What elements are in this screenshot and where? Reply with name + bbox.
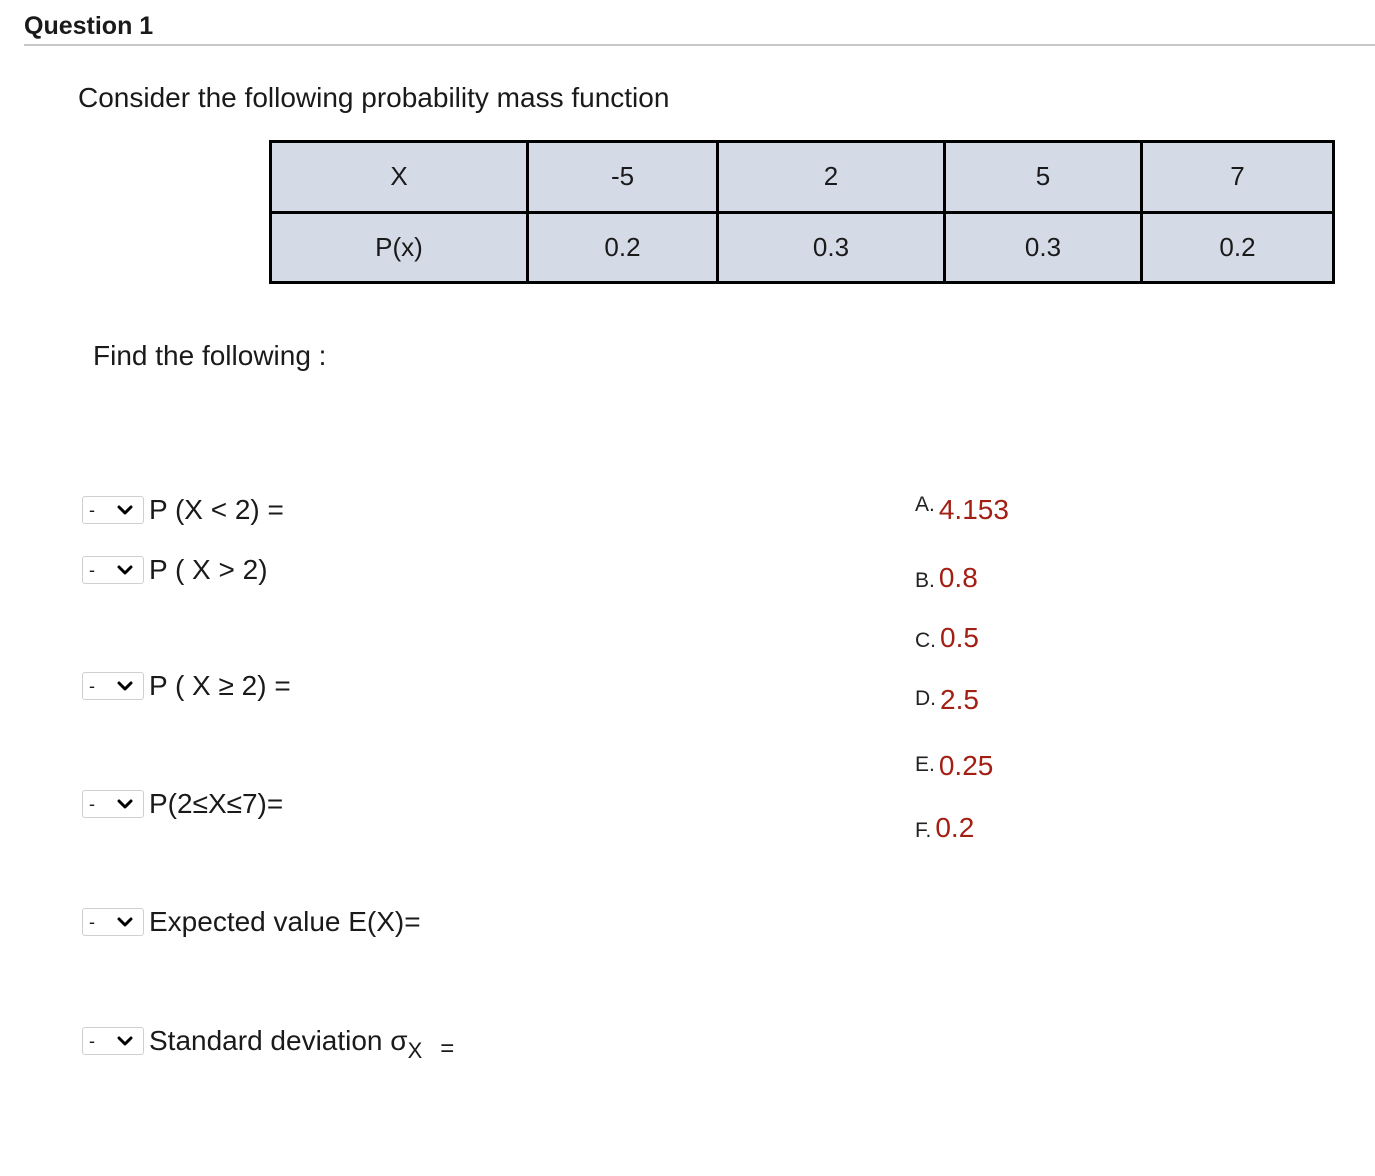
answer-select[interactable] [82, 672, 144, 700]
option-value: 0.8 [938, 562, 978, 593]
option-letter: D. [915, 687, 936, 710]
pmf-x-header: X [271, 142, 528, 213]
pmf-x-value: -5 [528, 142, 718, 213]
select-value: - [89, 794, 95, 814]
chevron-down-icon [116, 561, 134, 579]
option-c [915, 622, 979, 654]
chevron-down-icon [116, 677, 134, 695]
answer-label: P ( X > 2) [149, 554, 268, 585]
select-value: - [89, 1031, 95, 1051]
option-value: 4.153 [938, 494, 1009, 525]
select-value: - [89, 912, 95, 932]
option-letter: A. [915, 493, 935, 516]
pmf-p-header: P(x) [271, 212, 528, 283]
pmf-table [269, 140, 1335, 284]
answer-row-p-less-2 [82, 494, 284, 526]
option-b [915, 562, 978, 594]
answer-row-std-deviation [82, 1025, 455, 1063]
pmf-x-value: 2 [718, 142, 945, 213]
answer-label-text: Standard deviation σ [149, 1025, 408, 1056]
answer-row-p-geq-2 [82, 670, 291, 702]
chevron-down-icon [116, 1032, 134, 1050]
pmf-p-row [271, 212, 1334, 283]
option-value: 0.2 [935, 812, 975, 843]
select-value: - [89, 500, 95, 520]
pmf-x-value: 7 [1142, 142, 1334, 213]
option-value: 0.25 [938, 750, 994, 781]
pmf-p-value: 0.3 [718, 212, 945, 283]
answer-label [149, 1025, 455, 1063]
select-value: - [89, 560, 95, 580]
answer-label: P ( X ≥ 2) = [149, 670, 291, 701]
option-letter: F. [915, 819, 932, 842]
title-divider [24, 44, 1375, 46]
answer-row-p-greater-2 [82, 554, 268, 586]
question-title: Question 1 [24, 12, 154, 40]
chevron-down-icon [116, 795, 134, 813]
find-instruction: Find the following : [93, 340, 327, 371]
answer-select[interactable] [82, 908, 144, 936]
pmf-p-value: 0.3 [945, 212, 1142, 283]
answer-label: Expected value E(X)= [149, 906, 421, 937]
question-prompt: Consider the following probability mass function [78, 82, 670, 113]
select-value: - [89, 676, 95, 696]
option-value: 0.5 [940, 622, 979, 653]
answer-select[interactable] [82, 556, 144, 584]
equals-sign: = [440, 1035, 455, 1062]
answer-select[interactable] [82, 496, 144, 524]
answer-label: P(2≤X≤7)= [149, 788, 284, 819]
option-letter: B. [915, 569, 935, 592]
option-a [915, 494, 1009, 526]
answer-row-expected-value [82, 906, 421, 938]
chevron-down-icon [116, 913, 134, 931]
pmf-p-value: 0.2 [1142, 212, 1334, 283]
answer-row-p-between [82, 788, 283, 820]
option-f [915, 812, 974, 844]
sigma-subscript: X [407, 1038, 423, 1063]
option-letter: C. [915, 629, 936, 652]
pmf-x-value: 5 [945, 142, 1142, 213]
option-letter: E. [915, 753, 935, 776]
chevron-down-icon [116, 501, 134, 519]
answer-select[interactable] [82, 790, 144, 818]
option-e [915, 750, 993, 782]
pmf-x-row [271, 142, 1334, 213]
option-value: 2.5 [940, 684, 979, 715]
answer-label: P (X < 2) = [149, 494, 284, 525]
option-d [915, 684, 979, 716]
pmf-p-value: 0.2 [528, 212, 718, 283]
answer-select[interactable] [82, 1027, 144, 1055]
